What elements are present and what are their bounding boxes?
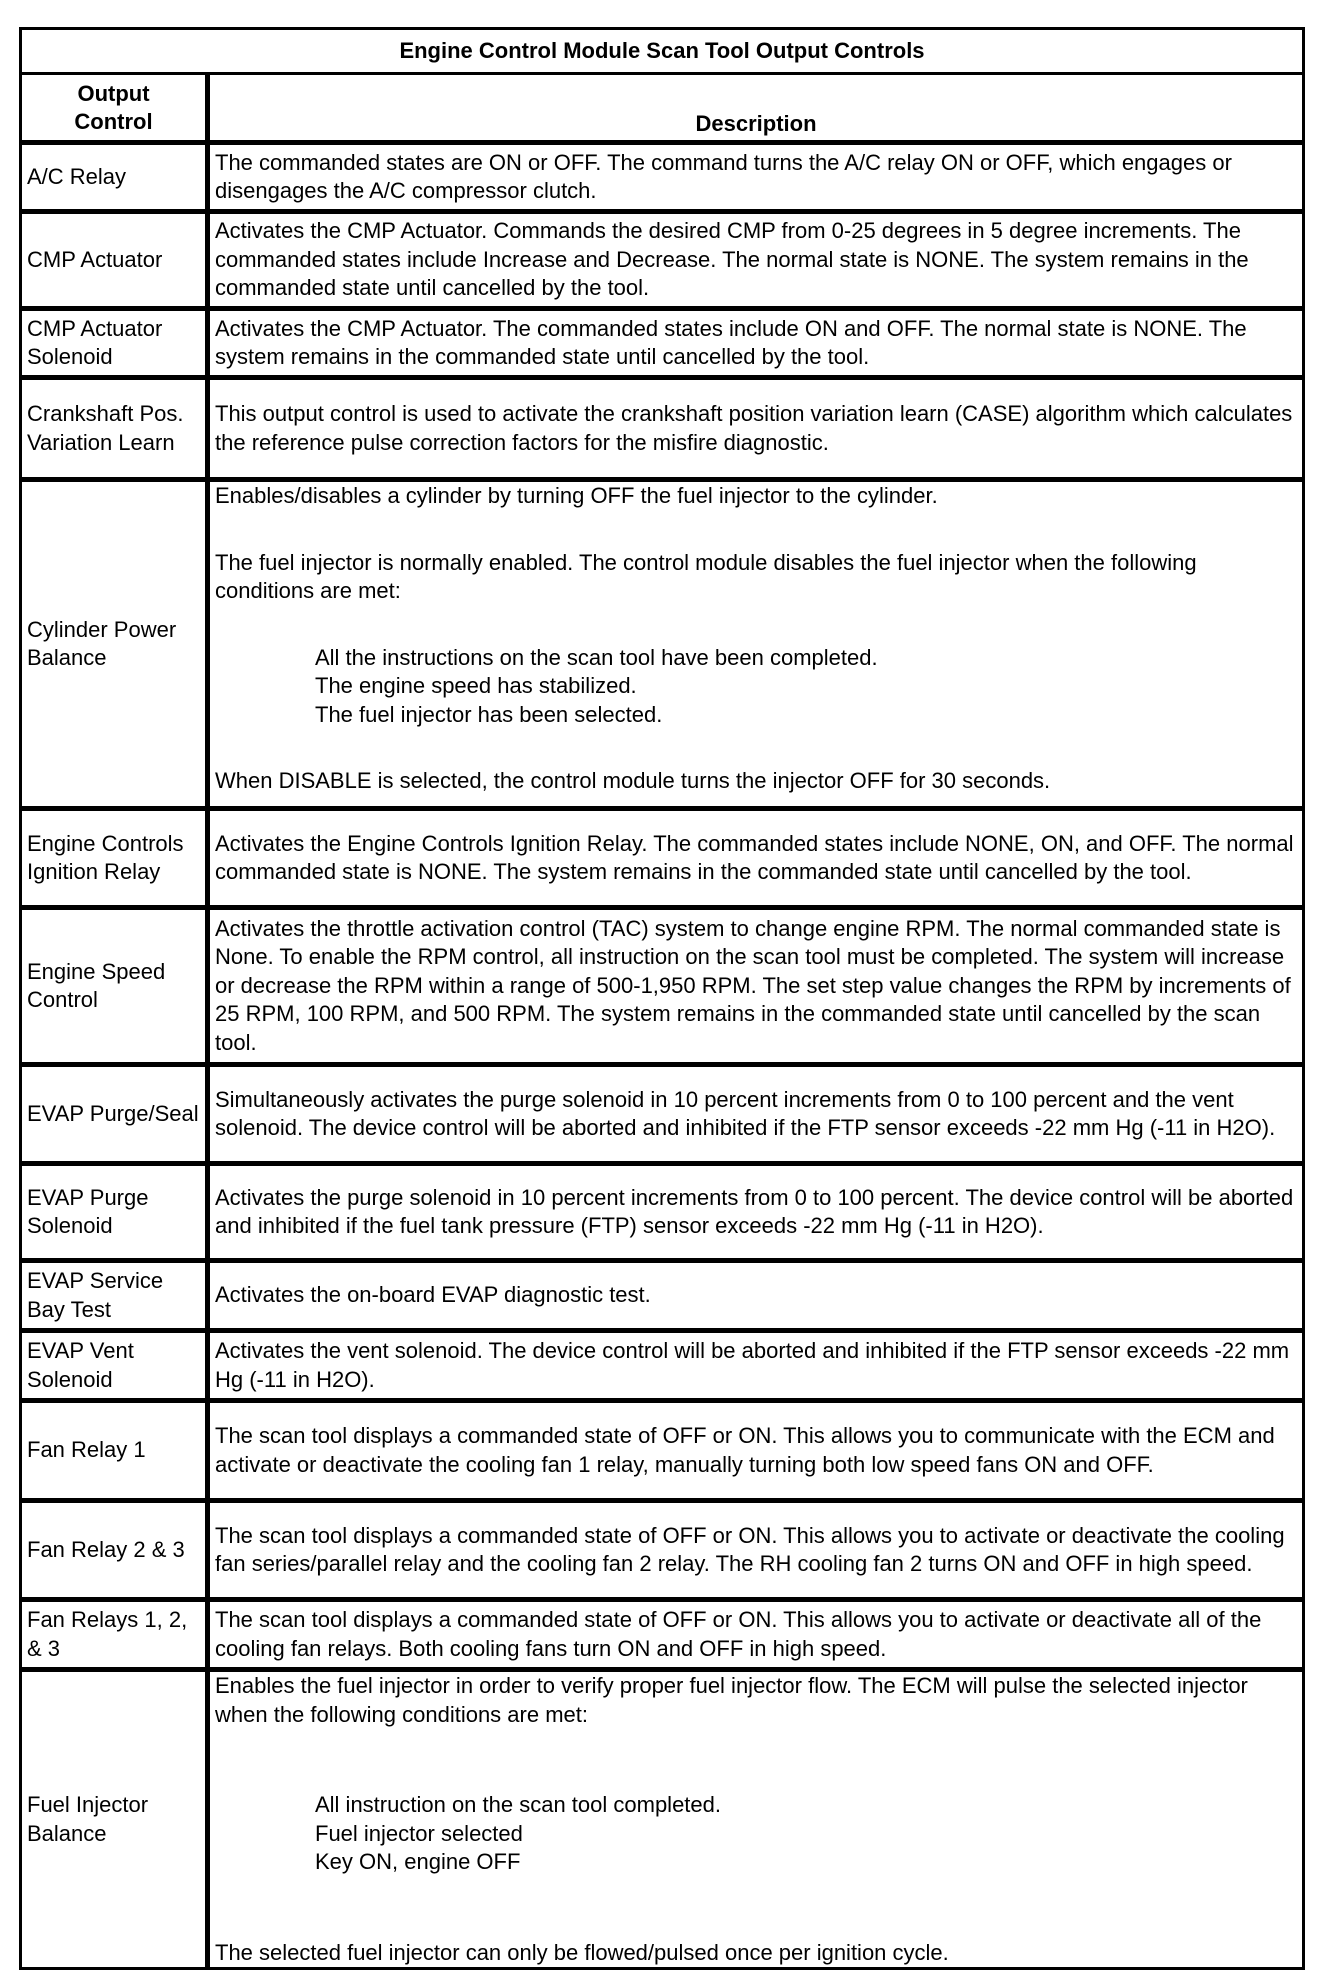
output-controls-table bbox=[19, 27, 1305, 1970]
output-control-cell: Fan Relays 1, 2, & 3 bbox=[21, 1600, 208, 1670]
description-text: The scan tool displays a commanded state of OFF or ON. This allows you to activate or deactivate the cooling fan series/parallel relay and the cooling fan 2 relay. The RH cooling fan 2 turns ON and OFF in high speed. bbox=[215, 1522, 1285, 1576]
output-control-cell: EVAP Purge Solenoid bbox=[21, 1164, 208, 1261]
condition-item: Key ON, engine OFF bbox=[315, 1849, 521, 1874]
description-text: The fuel injector is normally enabled. The control module disables the fuel injector when the following conditions are met: bbox=[215, 549, 1197, 603]
output-control-cell: A/C Relay bbox=[21, 143, 208, 212]
table-row bbox=[21, 143, 1304, 212]
table-row bbox=[21, 1331, 1304, 1401]
description-cell bbox=[208, 378, 1304, 480]
description-cell bbox=[208, 309, 1304, 378]
condition-item: All the instructions on the scan tool have been completed. bbox=[315, 644, 878, 670]
output-control-cell: Engine Controls Ignition Relay bbox=[21, 809, 208, 908]
table-row bbox=[21, 480, 1304, 809]
column-header-description: Description bbox=[208, 74, 1304, 143]
spacer bbox=[215, 729, 1297, 767]
table-row bbox=[21, 1670, 1304, 1969]
description-cell bbox=[208, 1065, 1304, 1164]
description-note: When DISABLE is selected, the control module turns the injector OFF for 30 seconds. bbox=[215, 768, 1051, 793]
column-header-line: Output bbox=[77, 80, 150, 106]
column-header-line: Control bbox=[74, 108, 153, 134]
output-control-cell: EVAP Vent Solenoid bbox=[21, 1331, 208, 1401]
table-row bbox=[21, 908, 1304, 1065]
description-cell bbox=[208, 809, 1304, 908]
spacer bbox=[215, 1877, 1297, 1939]
description-text: Activates the Engine Controls Ignition Relay. The commanded states include NONE, ON, and OFF. The normal commanded state is NONE. The system remains in the commanded state until cancelled by the tool. bbox=[215, 830, 1294, 884]
table-row bbox=[21, 309, 1304, 378]
output-control-cell: Engine Speed Control bbox=[21, 908, 208, 1065]
description-cell bbox=[208, 1670, 1304, 1969]
output-control-cell: EVAP Purge/Seal bbox=[21, 1065, 208, 1164]
description-text: Simultaneously activates the purge solenoid in 10 percent increments from 0 to 100 percent and the vent solenoid. The device control will be aborted and inhibited if the FTP sensor exceeds -22 mm Hg (-11 in H2O). bbox=[215, 1086, 1276, 1140]
description-cell bbox=[208, 212, 1304, 309]
output-control-cell: CMP Actuator bbox=[21, 212, 208, 309]
description-cell bbox=[208, 1401, 1304, 1501]
condition-item: The engine speed has stabilized. bbox=[315, 673, 637, 698]
description-text: The commanded states are ON or OFF. The command turns the A/C relay ON or OFF, which engages or disengages the A/C compressor clutch. bbox=[215, 149, 1232, 203]
output-control-cell: CMP Actuator Solenoid bbox=[21, 309, 208, 378]
table-row bbox=[21, 1164, 1304, 1261]
description-text: Enables/disables a cylinder by turning OFF the fuel injector to the cylinder. bbox=[215, 483, 938, 508]
spacer bbox=[215, 606, 1297, 644]
description-text: Activates the CMP Actuator. The commanded states include ON and OFF. The normal state is NONE. The system remains in the commanded state until cancelled by the tool. bbox=[215, 315, 1247, 369]
table-row bbox=[21, 1600, 1304, 1670]
table-row bbox=[21, 1501, 1304, 1600]
description-cell bbox=[208, 1261, 1304, 1331]
table-row bbox=[21, 212, 1304, 309]
description-cell bbox=[208, 1331, 1304, 1401]
table-row bbox=[21, 1261, 1304, 1331]
description-text: The scan tool displays a commanded state of OFF or ON. This allows you to activate or deactivate all of the cooling fan relays. Both cooling fans turn ON and OFF in high speed. bbox=[215, 1607, 1262, 1661]
condition-item: Fuel injector selected bbox=[315, 1820, 523, 1846]
output-control-cell: Fan Relay 2 & 3 bbox=[21, 1501, 208, 1600]
description-text: Activates the throttle activation control (TAC) system to change engine RPM. The normal commanded state is None. To enable the RPM control, all instruction on the scan tool must be completed. The system will increase or decrease the RPM within a range of 500-1,950 RPM. The set step value changes the RPM by increments of 25 RPM, 100 RPM, and 500 RPM. The system remains in the commanded state until cancelled by the scan tool. bbox=[215, 915, 1291, 1055]
description-cell bbox=[208, 1600, 1304, 1670]
description-cell bbox=[208, 908, 1304, 1065]
description-text: Activates the CMP Actuator. Commands the desired CMP from 0-25 degrees in 5 degree increments. The commanded states include Increase and Decrease. The normal state is NONE. The system remains in the commanded state until cancelled by the tool. bbox=[215, 218, 1249, 301]
condition-item: The fuel injector has been selected. bbox=[315, 701, 663, 727]
description-text: Enables the fuel injector in order to verify proper fuel injector flow. The ECM will pulse the selected injector when the following conditions are met: bbox=[215, 1673, 1248, 1727]
description-cell bbox=[208, 143, 1304, 212]
table-row bbox=[21, 378, 1304, 480]
table-row bbox=[21, 809, 1304, 908]
description-text: Activates the purge solenoid in 10 percent increments from 0 to 100 percent. The device control will be aborted and inhibited if the fuel tank pressure (FTP) sensor exceeds -22 mm Hg (-11 in H2O). bbox=[215, 1184, 1294, 1238]
table-row bbox=[21, 1401, 1304, 1501]
description-cell bbox=[208, 1501, 1304, 1600]
table-body bbox=[21, 143, 1304, 1969]
output-control-cell: Crankshaft Pos. Variation Learn bbox=[21, 378, 208, 480]
column-header-output-control bbox=[21, 74, 208, 143]
output-control-cell: Fuel Injector Balance bbox=[21, 1670, 208, 1969]
description-text: Activates the vent solenoid. The device control will be aborted and inhibited if the FTP sensor exceeds -22 mm Hg (-11 in H2O). bbox=[215, 1338, 1290, 1392]
output-control-cell: Fan Relay 1 bbox=[21, 1401, 208, 1501]
description-cell bbox=[208, 1164, 1304, 1261]
description-cell bbox=[208, 480, 1304, 809]
spacer bbox=[215, 511, 1297, 549]
condition-item: All instruction on the scan tool completed. bbox=[315, 1792, 722, 1817]
spacer bbox=[215, 1729, 1297, 1791]
description-note: The selected fuel injector can only be flowed/pulsed once per ignition cycle. bbox=[215, 1939, 949, 1965]
table-row bbox=[21, 1065, 1304, 1164]
description-text: The scan tool displays a commanded state of OFF or ON. This allows you to communicate with the ECM and activate or deactivate the cooling fan 1 relay, manually turning both low speed fans ON and OFF. bbox=[215, 1423, 1275, 1477]
output-control-cell: EVAP Service Bay Test bbox=[21, 1261, 208, 1331]
description-text: Activates the on-board EVAP diagnostic test. bbox=[215, 1282, 651, 1308]
table-title: Engine Control Module Scan Tool Output Controls bbox=[21, 29, 1304, 74]
description-text: This output control is used to activate the crankshaft position variation learn (CASE) algorithm which calculates the reference pulse correction factors for the misfire diagnostic. bbox=[215, 401, 1293, 455]
output-control-cell: Cylinder Power Balance bbox=[21, 480, 208, 809]
